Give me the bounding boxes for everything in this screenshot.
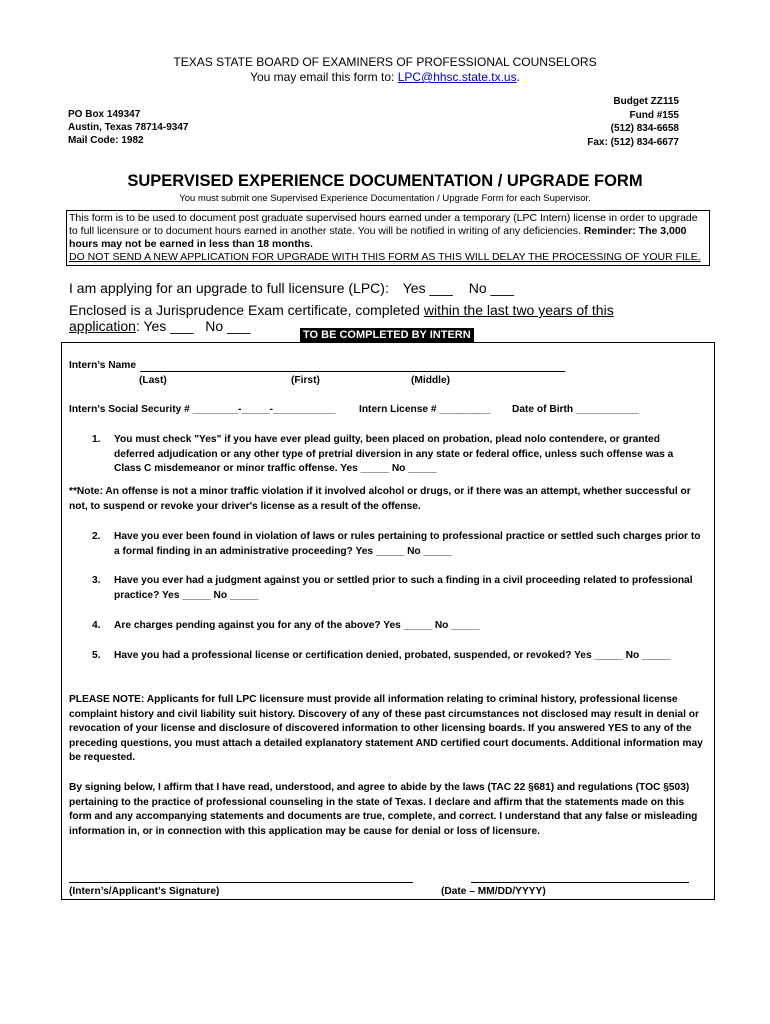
middle-name-label: (Middle) xyxy=(411,375,451,386)
first-name-label: (First) xyxy=(291,375,320,386)
question-text: Have you had a professional license or certification denied, probated, suspended, or revoked? Yes _____ No _____ xyxy=(114,650,671,661)
question-text: Have you ever been found in violation of laws or rules pertaining to professional practice or settled such charges prior to a formal finding in an administrative proceeding? Yes _____ No _____ xyxy=(114,531,701,557)
intern-license-field[interactable]: Intern License # _________ xyxy=(359,404,491,415)
mailing-address xyxy=(68,108,188,147)
phone-line: (512) 834-6658 xyxy=(610,123,679,134)
enclosed-answer[interactable]: : Yes ___ No ___ xyxy=(135,318,251,334)
signature-label: (Intern’s/Applicant’s Signature) xyxy=(69,886,220,897)
question-number: 4. xyxy=(92,620,101,631)
budget-line: Budget ZZ115 xyxy=(613,96,679,107)
date-field[interactable] xyxy=(471,882,689,883)
signature-field[interactable] xyxy=(69,882,413,883)
agency-name: TEXAS STATE BOARD OF EXAMINERS OF PROFESSIONAL COUNSELORS xyxy=(173,55,597,69)
form-subtitle: You must submit one Supervised Experience Documentation / Upgrade Form for each Supervisor. xyxy=(179,193,591,204)
question-text: Are charges pending against you for any of the above? Yes _____ No _____ xyxy=(114,620,480,631)
address-line: Austin, Texas 78714-9347 xyxy=(68,122,189,133)
date-of-birth-field[interactable]: Date of Birth ___________ xyxy=(512,404,639,415)
fund-line: Fund #155 xyxy=(629,109,679,121)
enclosed-underlined: within the last two years of this application xyxy=(69,302,614,334)
date-label: (Date – MM/DD/YYYY) xyxy=(441,886,546,897)
intern-name-field[interactable] xyxy=(140,371,565,372)
applying-yes[interactable]: Yes ___ xyxy=(402,280,453,296)
applying-text: I am applying for an upgrade to full licensure (LPC): xyxy=(69,280,389,296)
email-link[interactable]: LPC@hhsc.state.tx.us xyxy=(397,70,517,84)
email-line xyxy=(0,70,770,84)
notice-text: This form is to be used to document post graduate supervised hours earned under a temporary (LPC Intern) license in order to upgrade to full licensure or to document hours earned in another state. You will be notified in writing of any deficiencies. xyxy=(69,212,698,237)
intern-section-heading: TO BE COMPLETED BY INTERN xyxy=(300,328,474,342)
notice-warning: DO NOT SEND A NEW APPLICATION FOR UPGRADE WITH THIS FORM AS THIS WILL DELAY THE PROCESSING OF YOUR FILE. xyxy=(69,251,701,263)
question-number: 1. xyxy=(92,434,101,445)
intern-name-label: Intern’s Name xyxy=(69,360,136,371)
last-name-label: (Last) xyxy=(139,375,167,386)
notice-box xyxy=(66,210,710,266)
applying-line xyxy=(69,280,514,296)
fax-line: Fax: (512) 834-6677 xyxy=(587,136,679,148)
applying-no[interactable]: No ___ xyxy=(468,280,514,296)
question-number: 2. xyxy=(92,531,101,542)
ssn-field[interactable]: Intern’s Social Security # ________-_____-___________ xyxy=(69,404,336,415)
address-line: PO Box 149347 xyxy=(68,109,141,120)
address-line: Mail Code: 1982 xyxy=(68,135,144,146)
budget-info xyxy=(587,95,679,149)
email-prefix: You may email this form to: xyxy=(250,70,398,84)
affirmation-paragraph: By signing below, I affirm that I have read, understood, and agree to abide by the laws (TAC 22 §681) and regulations (TOC §503) pertaining to the practice of professional counseling in the state of Texas. I declare and affirm that the statements made on this form and any accompanying statements and documents are true, complete, and correct. I understand that any false or misleading information in, or in connection with this application may be cause for denial or loss of licensure. xyxy=(69,782,698,837)
question-text: You must check "Yes" if you have ever plead guilty, been placed on probation, plead nolo contendere, or granted deferred adjudication or any other type of pretrial diversion in any state or federal office, unless such offense was a Class C misdemeanor or minor traffic offense. Yes _____ No _____ xyxy=(114,434,674,474)
email-suffix: . xyxy=(516,70,520,84)
please-note-paragraph: PLEASE NOTE: Applicants for full LPC licensure must provide all information relating to criminal history, professional license complaint history and civil liability suit history. Discovery of any of these past circumstances not disclosed may result in denial or revocation of your license and disclosure of discovered information to other licensing boards. If you answered YES to any of the preceding questions, you must attach a detailed explanatory statement AND certified court documents. Additional information may be requested. xyxy=(69,694,703,763)
question-number: 5. xyxy=(92,650,101,661)
form-title: SUPERVISED EXPERIENCE DOCUMENTATION / UPGRADE FORM xyxy=(127,172,643,190)
offense-note: **Note: An offense is not a minor traffic violation if it involved alcohol or drugs, or if there was an attempt, whether successful or not, to suspend or revoke your driver's license as a result of the offense. xyxy=(69,486,691,512)
question-number: 3. xyxy=(92,575,101,586)
question-text: Have you ever had a judgment against you or settled prior to such a finding in a civil proceeding related to professional practice? Yes _____ No _____ xyxy=(114,575,693,601)
notice-reminder: Reminder: The 3,000 hours may not be earned in less than 18 months. xyxy=(69,225,687,250)
enclosed-text: Enclosed is a Jurisprudence Exam certificate, completed xyxy=(69,302,424,318)
